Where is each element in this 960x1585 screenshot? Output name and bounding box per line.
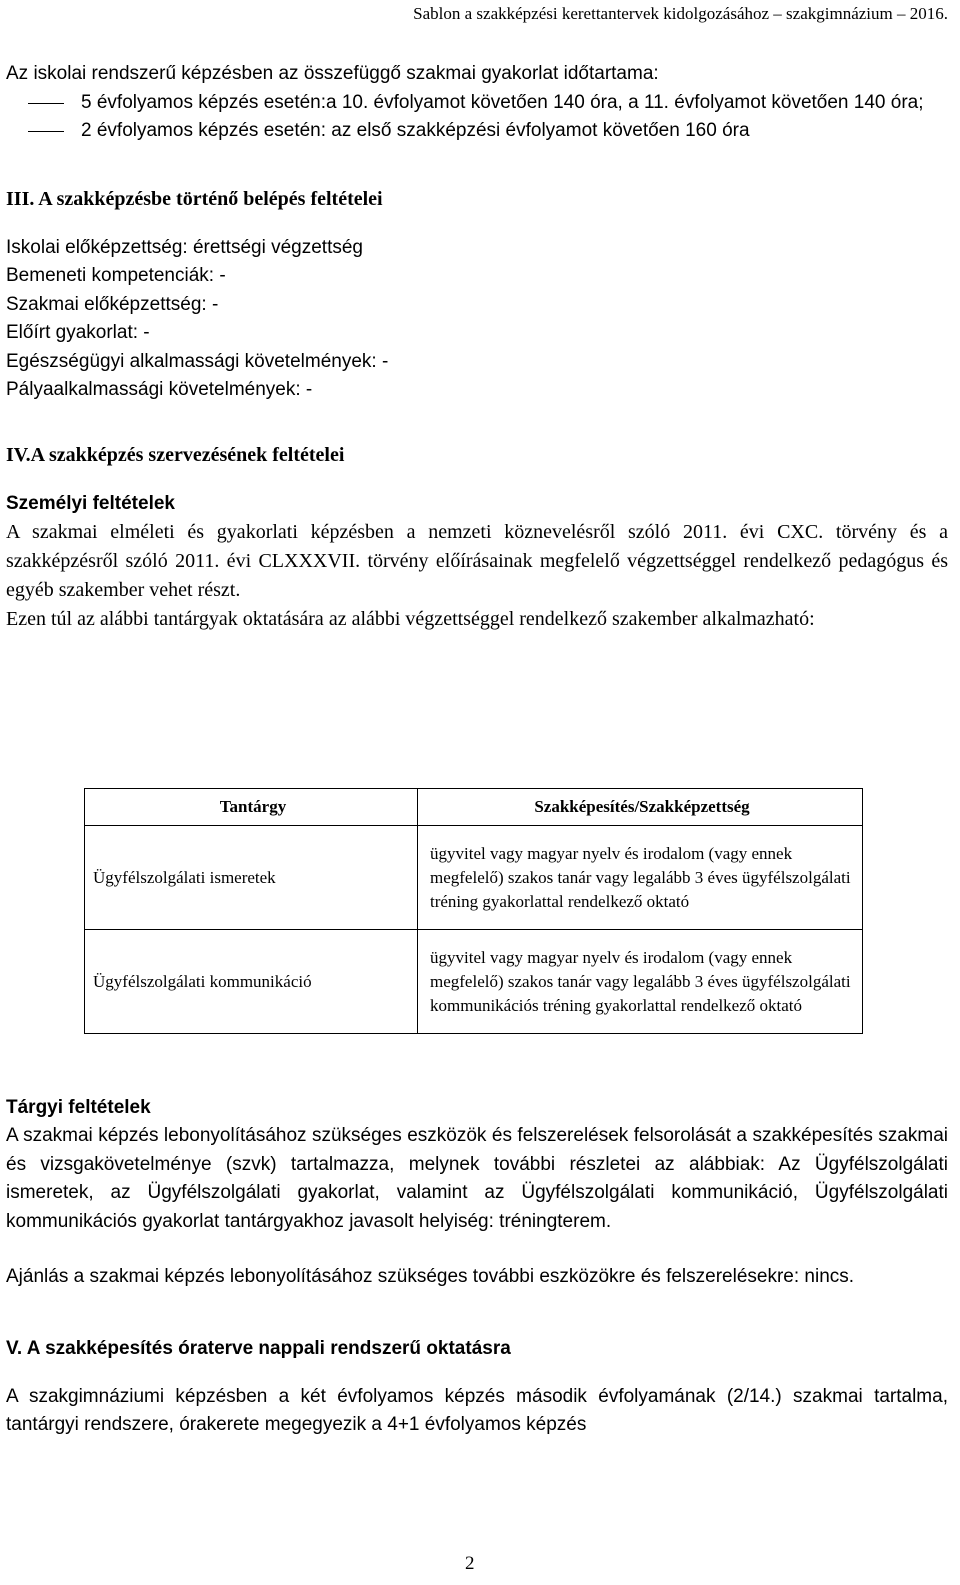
requirement-line: Előírt gyakorlat: -: [6, 322, 150, 343]
subject-cell: Ügyfélszolgálati kommunikáció: [85, 930, 418, 1034]
qualification-cell: ügyvitel vagy magyar nyelv és irodalom (vagy ennek megfelelő) szakos tanár vagy legalább 3 éves ügyfélszolgálati kommunikációs tréning gyakorlattal rendelkező oktató: [418, 930, 863, 1034]
requirement-line: Bemeneti kompetenciák: -: [6, 265, 226, 286]
requirement-line: Szakmai előképzettség: -: [6, 293, 219, 315]
requirement-line: Iskolai előképzettség: érettségi végzettség: [6, 236, 363, 258]
practice-item-2: 2 évfolyamos képzés esetén: az első szakképzési évfolyamot követően 160 óra: [6, 117, 948, 146]
document-body: [6, 60, 948, 634]
entry-requirements: [6, 234, 948, 405]
page-header: Sablon a szakképzési kerettantervek kidolgozásához – szakgimnázium – 2016.: [413, 4, 948, 23]
practice-intro: Az iskolai rendszerű képzésben az összefüggő szakmai gyakorlat időtartama:: [6, 63, 659, 84]
personal-conditions-para-2: Ezen túl az alábbi tantárgyak oktatására az alábbi végzettséggel rendelkező szakember alkalmazható:: [6, 607, 815, 630]
requirement-line: Pályaalkalmassági követelmények: -: [6, 379, 313, 400]
table-header-row: [85, 789, 863, 826]
recommendation-para: Ajánlás a szakmai képzés lebonyolításához szükséges további eszközökre és felszerelésekre: nincs.: [6, 1266, 855, 1287]
section-4-title: IV.A szakképzés szervezésének feltételei: [6, 443, 345, 466]
practice-item-1: 5 évfolyamos képzés esetén:a 10. évfolyamot követően 140 óra, a 11. évfolyamot követően 140 óra;: [6, 89, 948, 118]
material-conditions-title: Tárgyi feltételek: [6, 1097, 151, 1118]
header-subject: Tantárgy: [85, 789, 418, 826]
header-qualification: Szakképesítés/Szakképzettség: [418, 789, 863, 826]
requirement-line: Egészségügyi alkalmassági követelmények: -: [6, 350, 389, 372]
table-row: [85, 930, 863, 1034]
section-3-title: III. A szakképzésbe történő belépés feltételei: [6, 187, 383, 210]
personal-conditions-title: Személyi feltételek: [6, 492, 175, 514]
subject-cell: Ügyfélszolgálati ismeretek: [85, 826, 418, 930]
qualification-cell: ügyvitel vagy magyar nyelv és irodalom (vagy ennek megfelelő) szakos tanár vagy legalább 3 éves ügyfélszolgálati tréning gyakorlattal rendelkező oktató: [418, 826, 863, 930]
material-conditions: [6, 1094, 948, 1440]
section-5-para: A szakgimnáziumi képzésben a két évfolyamos képzés második évfolyamának (2/14.) szakmai tartalma, tantárgyi rendszere, órakerete megegyezik a 4+1 évfolyamos képzés: [6, 1385, 948, 1435]
table-row: [85, 826, 863, 930]
subject-qualification-table: [84, 788, 863, 1034]
personal-conditions-para: A szakmai elméleti és gyakorlati képzésben a nemzeti köznevelésről szóló 2011. évi CXC. törvény és a szakképzésről szóló 2011. évi CLXXXVII. törvény előírásainak megfelelő végzettséggel rendelkező pedagógus és egyéb szakember vehet részt.: [6, 520, 948, 601]
section-5-title: V. A szakképesítés óraterve nappali rendszerű oktatásra: [6, 1337, 511, 1359]
material-conditions-para: A szakmai képzés lebonyolításához szükséges eszközök és felszerelések felsorolását a szakképesítés szakmai és vizsgakövetelménye (szvk) tartalmazza, melynek további részletei az alábbiak: Az Ügyfélszolgálati ismeretek, az Ügyfélszolgálati gyakorlat, valamint az Ügyfélszolgálati kommunikáció, Ügyfélszolgálati kommunikációs gyakorlat tantárgyakhoz javasolt helyiség: tréningterem.: [6, 1125, 948, 1232]
practice-block: [6, 60, 948, 146]
page-number: 2: [465, 1553, 475, 1574]
